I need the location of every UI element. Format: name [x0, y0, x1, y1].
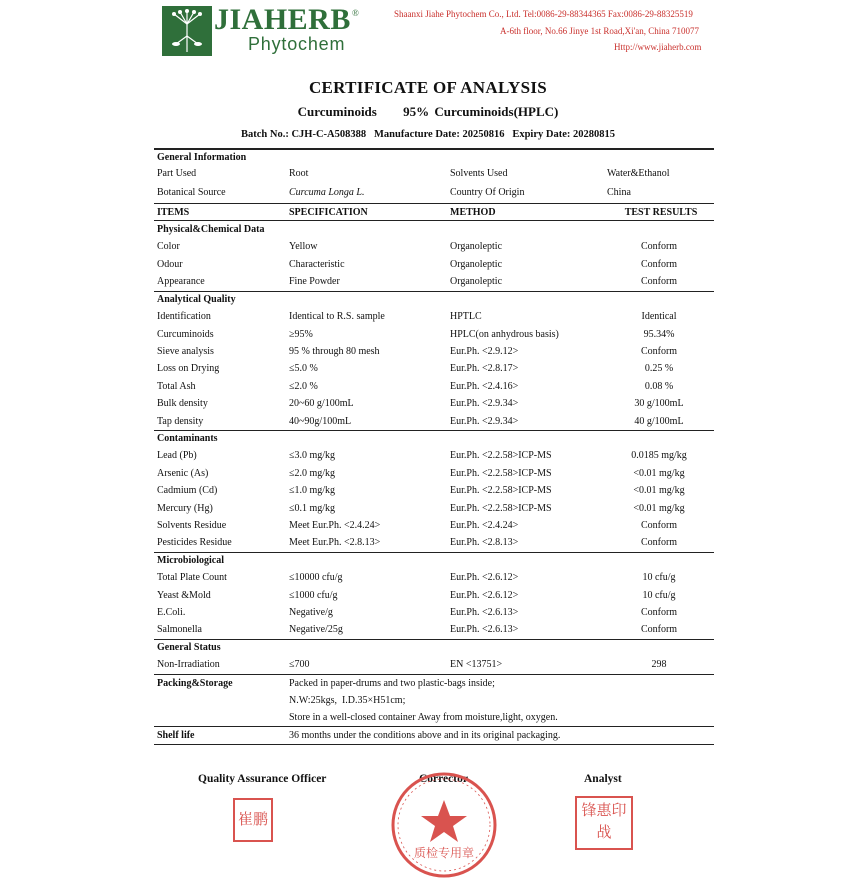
- method: Eur.Ph. <2.6.13>: [450, 624, 519, 635]
- result: Conform: [640, 520, 678, 531]
- method: Eur.Ph. <2.6.13>: [450, 607, 519, 618]
- item: Appearance: [157, 276, 205, 287]
- table-row: [0, 256, 856, 273]
- item: Yeast &Mold: [157, 590, 211, 601]
- analyst-label: Analyst: [584, 773, 622, 785]
- spec: Identical to R.S. sample: [289, 311, 385, 322]
- table-row: [0, 534, 856, 551]
- seal-star-icon: [389, 770, 499, 880]
- table-row: [0, 656, 856, 673]
- table-row: [0, 343, 856, 360]
- item: Sieve analysis: [157, 346, 214, 357]
- table-row: [0, 500, 856, 517]
- packing-row: [0, 675, 856, 692]
- col-results: TEST RESULTS: [624, 207, 698, 218]
- section-heading: Contaminants: [157, 433, 218, 444]
- method: Organoleptic: [450, 241, 503, 252]
- item: Solvents Residue: [157, 520, 227, 531]
- item: Cadmium (Cd): [157, 485, 218, 496]
- method: Eur.Ph. <2.6.12>: [450, 572, 519, 583]
- result: Conform: [640, 346, 678, 357]
- quality-seal-stamp: [389, 770, 499, 880]
- table-row: [0, 360, 856, 377]
- result: Identical: [641, 311, 677, 322]
- table-bottom-rule: [154, 744, 714, 745]
- divider: [154, 639, 714, 640]
- spec: Meet Eur.Ph. <2.4.24>: [289, 520, 381, 531]
- table-row: [0, 413, 856, 430]
- spec: Fine Powder: [289, 276, 340, 287]
- packing-label: Packing&Storage: [157, 678, 233, 689]
- product-name: Curcuminoids 95% Curcuminoids(HPLC): [297, 104, 559, 119]
- table-row: [0, 238, 856, 255]
- spec: ≤3.0 mg/kg: [289, 450, 336, 461]
- spec: 95 % through 80 mesh: [289, 346, 380, 357]
- solvents-used-value: Water&Ethanol: [607, 168, 670, 179]
- result: 10 cfu/g: [642, 590, 676, 601]
- section-heading: Microbiological: [157, 555, 225, 566]
- packing-line: Store in a well-closed container Away from moisture,light, oxygen.: [289, 712, 558, 723]
- method: Eur.Ph. <2.8.17>: [450, 363, 519, 374]
- result: <0.01 mg/kg: [633, 485, 685, 496]
- result: 10 cfu/g: [642, 572, 676, 583]
- brand-name: JIAHERB: [214, 3, 351, 36]
- item: Arsenic (As): [157, 468, 209, 479]
- col-method: METHOD: [450, 207, 496, 218]
- item: Tap density: [157, 416, 204, 427]
- herb-logo-icon: [162, 6, 212, 56]
- item: Bulk density: [157, 398, 208, 409]
- section-heading: Analytical Quality: [157, 294, 236, 305]
- spec: Yellow: [289, 241, 318, 252]
- method: Eur.Ph. <2.2.58>ICP-MS: [450, 450, 552, 461]
- qa-stamp-text: 崔鹏: [237, 812, 268, 828]
- col-specification: SPECIFICATION: [289, 207, 368, 218]
- result: 0.0185 mg/kg: [631, 450, 687, 461]
- qa-officer-label: Quality Assurance Officer: [198, 773, 327, 785]
- brand-subtitle: Phytochem: [248, 34, 346, 54]
- shelf-life-label: Shelf life: [157, 730, 195, 741]
- item: Total Plate Count: [157, 572, 227, 583]
- spec: ≤1.0 mg/kg: [289, 485, 336, 496]
- packing-line: N.W:25kgs, I.D.35×H51cm;: [289, 695, 406, 706]
- company-contact: Shaanxi Jiahe Phytochem Co., Ltd. Tel:0086-29-88344365 Fax:0086-29-88325519: [394, 9, 693, 19]
- table-row: [0, 184, 856, 201]
- spec: ≤0.1 mg/kg: [289, 503, 336, 514]
- packing-row: [0, 692, 856, 709]
- company-website: Http://www.jiaherb.com: [614, 42, 702, 52]
- result: 95.34%: [643, 329, 675, 340]
- registered-mark: ®: [352, 8, 359, 18]
- table-row: [0, 587, 856, 604]
- packing-row: [0, 709, 856, 726]
- country-origin-label: Country Of Origin: [450, 187, 525, 198]
- result: 0.25 %: [644, 363, 674, 374]
- item: Total Ash: [157, 381, 196, 392]
- section-heading: General Status: [157, 642, 221, 653]
- divider: [154, 220, 714, 221]
- company-address: A-6th floor, No.66 Jinye 1st Road,Xi'an, China 710077: [500, 26, 699, 36]
- analyst-stamp-text: 锋惠印战: [581, 803, 627, 841]
- result: 30 g/100mL: [634, 398, 684, 409]
- botanical-source-label: Botanical Source: [157, 187, 226, 198]
- item: E.Coli.: [157, 607, 186, 618]
- table-row: [0, 482, 856, 499]
- table-row: [0, 378, 856, 395]
- result: Conform: [640, 276, 678, 287]
- table-row: [0, 165, 856, 182]
- spec: ≤5.0 %: [289, 363, 318, 374]
- qa-officer-stamp: [233, 798, 273, 842]
- result: <0.01 mg/kg: [633, 468, 685, 479]
- table-row: [0, 326, 856, 343]
- result: 40 g/100mL: [634, 416, 684, 427]
- result: Conform: [640, 241, 678, 252]
- result: Conform: [640, 607, 678, 618]
- packing-line: Packed in paper-drums and two plastic-bags inside;: [289, 678, 495, 689]
- method: Eur.Ph. <2.9.34>: [450, 398, 519, 409]
- spec: Meet Eur.Ph. <2.8.13>: [289, 537, 381, 548]
- method: Eur.Ph. <2.4.24>: [450, 520, 519, 531]
- method: Eur.Ph. <2.8.13>: [450, 537, 519, 548]
- item: Pesticides Residue: [157, 537, 232, 548]
- method: Organoleptic: [450, 259, 503, 270]
- shelf-life-text: 36 months under the conditions above and in its original packaging.: [289, 730, 561, 741]
- column-header-row: [0, 204, 856, 221]
- country-origin-value: China: [607, 187, 631, 198]
- table-row: [0, 517, 856, 534]
- method: HPTLC: [450, 311, 482, 322]
- item: Salmonella: [157, 624, 202, 635]
- item: Mercury (Hg): [157, 503, 213, 514]
- item: Color: [157, 241, 180, 252]
- result: 298: [651, 659, 667, 670]
- item: Odour: [157, 259, 183, 270]
- method: Eur.Ph. <2.2.58>ICP-MS: [450, 485, 552, 496]
- part-used-label: Part Used: [157, 168, 197, 179]
- spec: ≥95%: [289, 329, 313, 340]
- table-row: [0, 273, 856, 290]
- table-row: [0, 604, 856, 621]
- jiaherb-logo: [162, 3, 366, 56]
- table-row: [0, 447, 856, 464]
- part-used-value: Root: [289, 168, 309, 179]
- spec: Characteristic: [289, 259, 345, 270]
- divider: [154, 291, 714, 292]
- document-title: CERTIFICATE OF ANALYSIS: [308, 78, 548, 97]
- table-row: [0, 308, 856, 325]
- item: Identification: [157, 311, 211, 322]
- method: Organoleptic: [450, 276, 503, 287]
- spec: ≤2.0 mg/kg: [289, 468, 336, 479]
- result: Conform: [640, 259, 678, 270]
- table-row: [0, 621, 856, 638]
- table-row: [0, 395, 856, 412]
- shelf-life-row: [0, 727, 856, 744]
- method: EN <13751>: [450, 659, 503, 670]
- divider: [154, 552, 714, 553]
- result: <0.01 mg/kg: [633, 503, 685, 514]
- result: Conform: [640, 537, 678, 548]
- spec: 40~90g/100mL: [289, 416, 352, 427]
- divider: [154, 430, 714, 431]
- spec: Negative/g: [289, 607, 333, 618]
- general-info-heading: General Information: [157, 152, 247, 163]
- seal-text: 质检专用章: [413, 846, 474, 860]
- botanical-source-value: Curcuma Longa L.: [289, 187, 365, 198]
- result: Conform: [640, 624, 678, 635]
- table-row: [0, 569, 856, 586]
- spec: ≤10000 cfu/g: [289, 572, 343, 583]
- item: Lead (Pb): [157, 450, 197, 461]
- table-row: [0, 465, 856, 482]
- item: Loss on Drying: [157, 363, 220, 374]
- analyst-stamp: [575, 796, 633, 850]
- method: Eur.Ph. <2.6.12>: [450, 590, 519, 601]
- method: Eur.Ph. <2.4.16>: [450, 381, 519, 392]
- method: Eur.Ph. <2.2.58>ICP-MS: [450, 468, 552, 479]
- method: Eur.Ph. <2.9.12>: [450, 346, 519, 357]
- method: Eur.Ph. <2.2.58>ICP-MS: [450, 503, 552, 514]
- spec: ≤1000 cfu/g: [289, 590, 338, 601]
- method: Eur.Ph. <2.9.34>: [450, 416, 519, 427]
- spec: ≤700: [289, 659, 310, 670]
- batch-info: Batch No.: CJH-C-A508388 Manufacture Date: 20250816 Expiry Date: 20280815: [241, 129, 615, 140]
- method: HPLC(on anhydrous basis): [450, 329, 559, 340]
- result: 0.08 %: [644, 381, 674, 392]
- spec: ≤2.0 %: [289, 381, 318, 392]
- solvents-used-label: Solvents Used: [450, 168, 508, 179]
- spec: 20~60 g/100mL: [289, 398, 354, 409]
- corrector-label: Corrector: [419, 773, 468, 785]
- section-heading: Physical&Chemical Data: [157, 224, 265, 235]
- item: Curcuminoids: [157, 329, 214, 340]
- col-items: ITEMS: [157, 207, 190, 218]
- spec: Negative/25g: [289, 624, 343, 635]
- item: Non-Irradiation: [157, 659, 220, 670]
